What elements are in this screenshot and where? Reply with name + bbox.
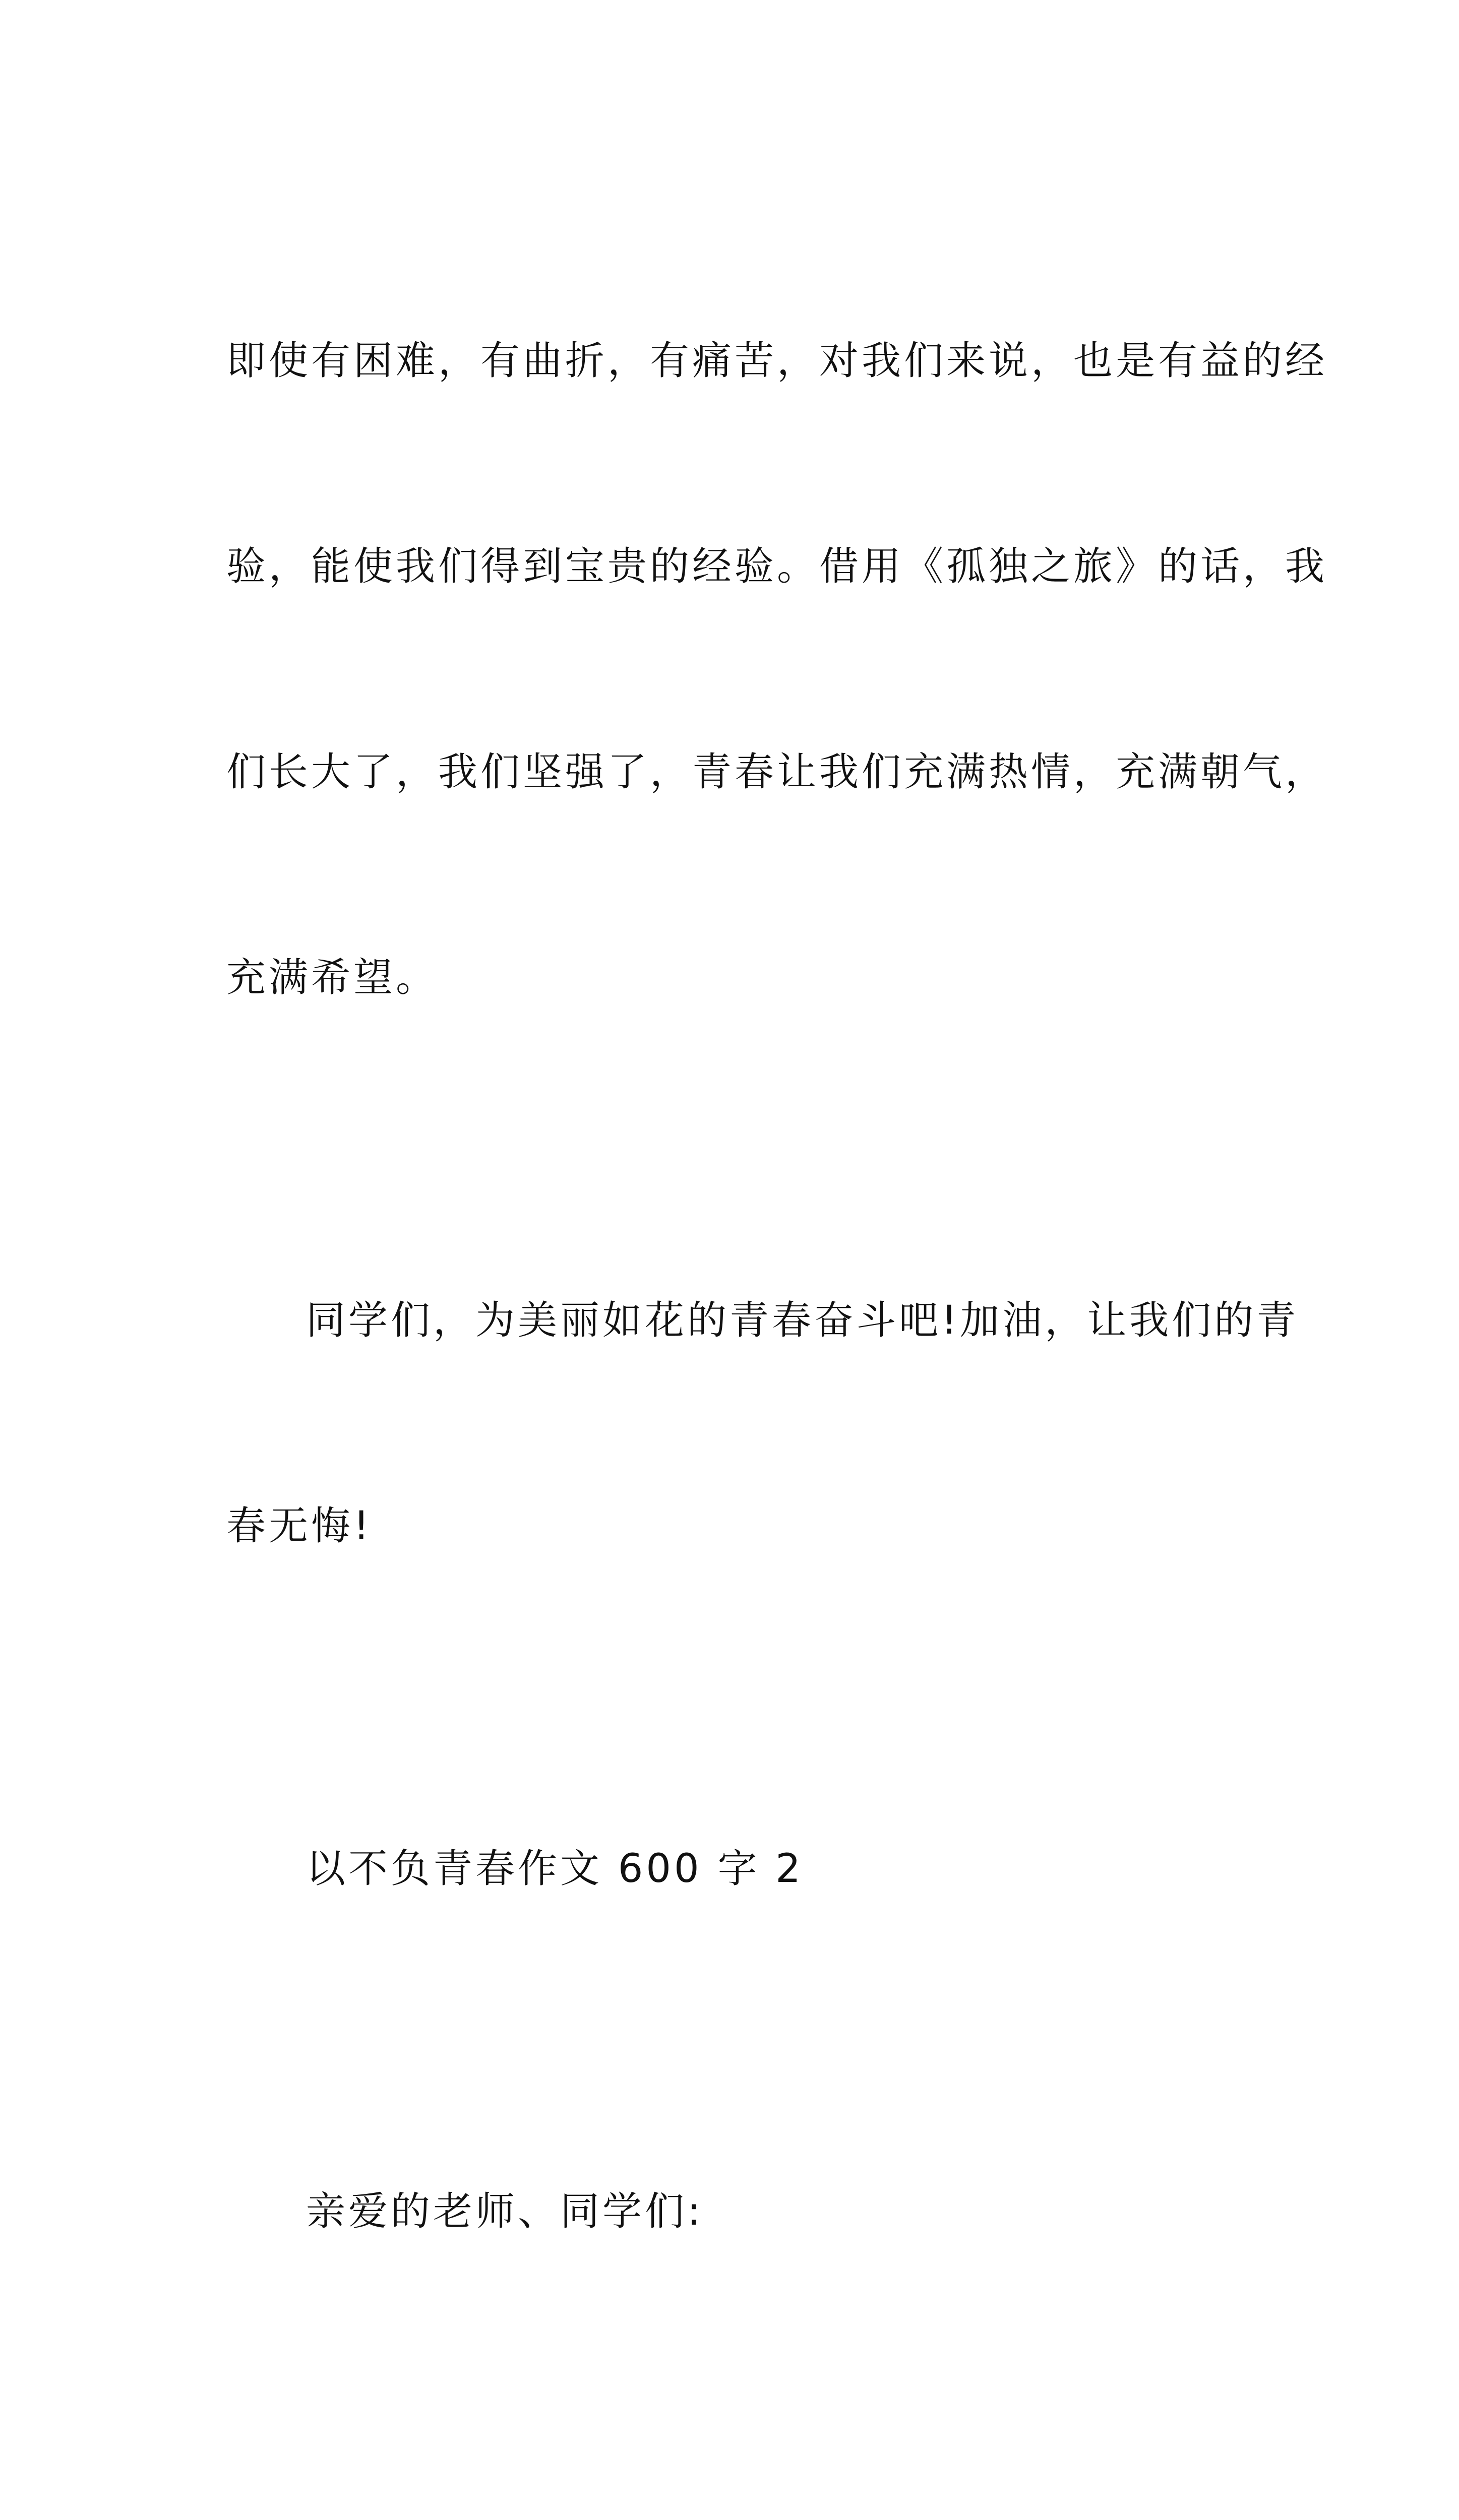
- text-line: 春无悔!: [226, 1503, 373, 1549]
- document-body: [226, 190, 1328, 2520]
- text-line: 们长大了，我们坚强了，青春让我们充满热情，充满朝气，: [226, 749, 1328, 795]
- section-heading: [226, 1697, 1260, 2040]
- heading-text: 以不负青春作文 600 字 2: [306, 1846, 804, 1892]
- text-line: 亲爱的老师、同学们:: [306, 2189, 704, 2234]
- salutation: [226, 2040, 1260, 2383]
- paragraph-2: [226, 1149, 1299, 1697]
- text-line: 验，能使我们得到宝贵的经验。借用《孤独之旅》的话，我: [226, 544, 1328, 589]
- greeting: [226, 2383, 1260, 2520]
- text-line: 同学们，为美丽如花的青春奋斗吧!加油，让我们的青: [306, 1298, 1299, 1343]
- paragraph-1: [226, 190, 1328, 1149]
- text-line: 即使有困难，有曲折，有痛苦，对我们来说，也是有益的经: [226, 338, 1328, 384]
- text-line: 充满希望。: [226, 955, 439, 1000]
